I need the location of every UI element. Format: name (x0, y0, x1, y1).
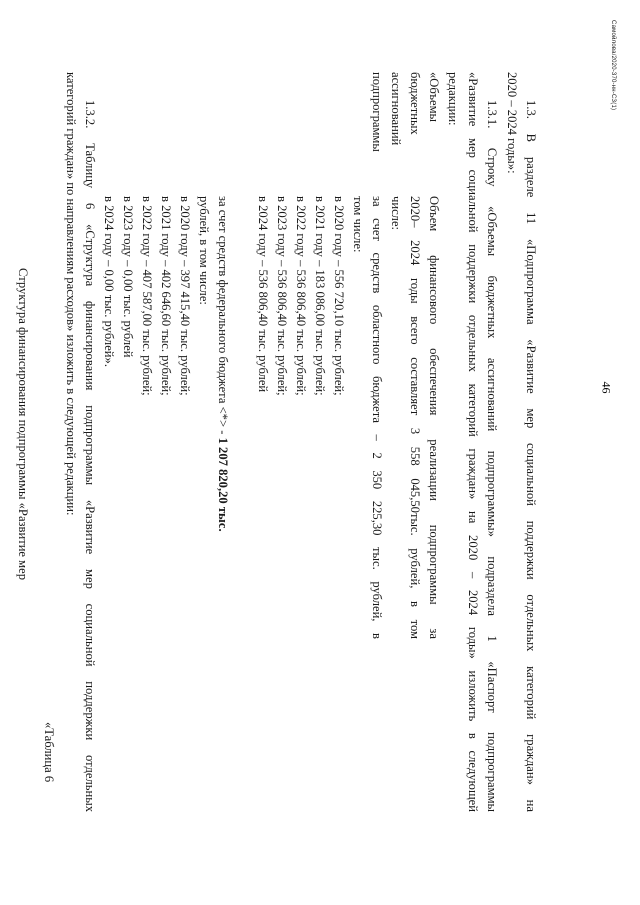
regional-year-2023: в 2023 году – 536 806,40 тыс. рублей; (275, 196, 289, 396)
page-number-rotated: 46 (599, 381, 614, 394)
federal-line-1 (213, 196, 233, 532)
section-1-3-2-line-2: категорий граждан» по направлениям расходов» изложить в следующей редакции: (64, 72, 78, 516)
passport-value-line-2: 2020– 2024 годы всего составляет 3 558 045,50тыс. рублей, в том (408, 196, 422, 639)
federal-prefix: за счет средств федерального бюджета <*> - (216, 196, 230, 438)
section-1-3-2-line-1: 1.3.2. Таблицу 6 «Структура финансирования подпрограммы «Развитие мер социальной поддержки отдельных (83, 100, 97, 812)
section-1-3-1-line-2: «Развитие мер социальной поддержки отдельных категорий граждан» на 2020 – 2024 годы» изложить в следующей (466, 72, 480, 812)
passport-value-line-1: Объем финансового обеспечения реализации подпрограммы за (427, 196, 441, 639)
federal-year-2023: в 2023 году – 0,00 тыс. рублей (121, 196, 135, 358)
passport-label-line-2: бюджетных (408, 72, 422, 135)
federal-year-2020: в 2020 году – 397 415,40 тыс. рублей; (178, 196, 192, 396)
section-1-3-1-line-3: редакции: (446, 72, 460, 126)
passport-value-line-4: за счет средств областного бюджета – 2 350 225,30 тыс. рублей, в (370, 196, 384, 639)
regional-year-2024: в 2024 году – 536 806,40 тыс. рублей (256, 196, 270, 393)
passport-label-line-4: подпрограммы (370, 72, 384, 152)
federal-year-2022: в 2022 году – 407 587,00 тыс. рублей; (140, 196, 154, 396)
regional-year-2022: в 2022 году – 536 806,40 тыс. рублей; (294, 196, 308, 396)
federal-line-2: рублей, в том числе: (197, 196, 211, 305)
table-label: «Таблица 6 (42, 722, 56, 783)
federal-amount: 1 207 820,20 тыс. (216, 437, 230, 532)
passport-value-line-5: том числе: (351, 196, 365, 253)
regional-year-2021: в 2021 году – 183 086,00 тыс. рублей; (313, 196, 327, 396)
federal-year-2021: в 2021 году – 402 646,60 тыс. рублей; (159, 196, 173, 396)
table-title: Структура финансирования подпрограммы «Развитие мер (16, 268, 30, 581)
federal-year-2024: в 2024 году – 0,00 тыс. рублей». (102, 196, 116, 367)
section-1-3-line-2: 2020 – 2024 годы»: (505, 72, 519, 174)
document-signature: Самойлова/2020-370-нн-СЗ(1) (610, 20, 616, 111)
section-1-3-line-1: 1.3. В разделе 11 «Подпрограмма «Развитие мер социальной поддержки отдельных категорий граждан» на (524, 100, 538, 812)
regional-year-2020: в 2020 году – 556 720,10 тыс. рублей; (332, 196, 346, 396)
passport-label-line-3: ассигнований (389, 72, 403, 146)
passport-value-line-3: числе: (389, 196, 403, 231)
section-1-3-1-line-1: 1.3.1. Строку «Объемы бюджетных ассигнований подпрограммы» подраздела 1 «Паспорт подпрограммы (485, 100, 499, 812)
passport-label-line-1: «Объемы (427, 72, 441, 123)
